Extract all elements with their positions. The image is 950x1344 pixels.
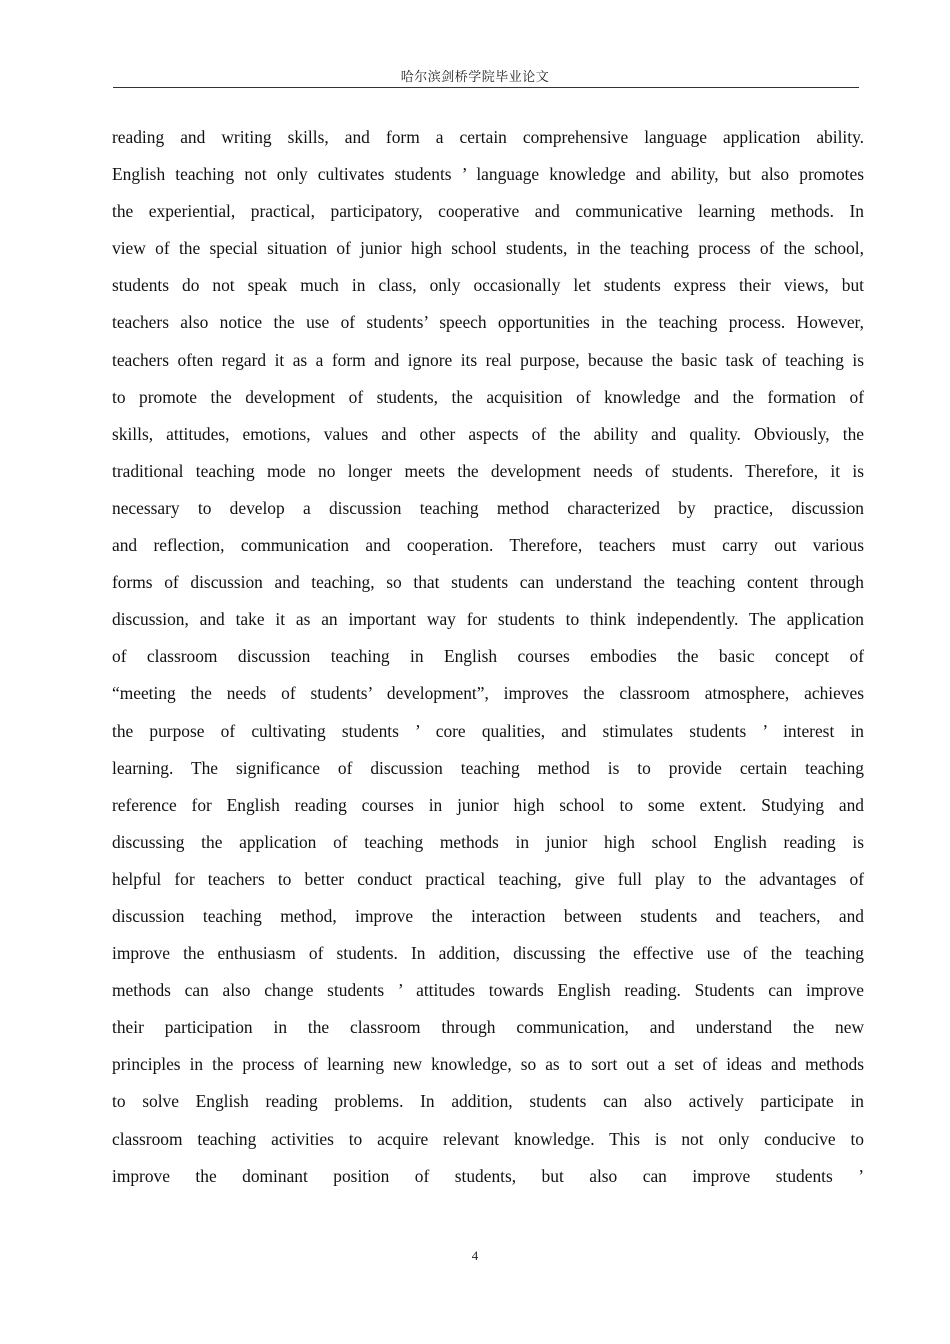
text-line: discussion, and take it as an important way for students to think independently. The application bbox=[112, 609, 864, 630]
text-line: the experiential, practical, participatory, cooperative and communicative learning methods. In bbox=[112, 201, 864, 222]
text-line: teachers often regard it as a form and ignore its real purpose, because the basic task of teaching is bbox=[112, 349, 864, 370]
text-line: the purpose of cultivating students ’ core qualities, and stimulates students ’ interest in bbox=[112, 720, 864, 741]
text-line: and reflection, communication and cooperation. Therefore, teachers must carry out various bbox=[112, 535, 864, 556]
text-line: methods can also change students ’ attitudes towards English reading. Students can improve bbox=[112, 980, 864, 1001]
text-line: reading and writing skills, and form a certain comprehensive language application ability. bbox=[112, 127, 864, 147]
text-line: helpful for teachers to better conduct practical teaching, give full play to the advantages of bbox=[112, 868, 864, 889]
text-line: forms of discussion and teaching, so that students can understand the teaching content through bbox=[112, 572, 864, 593]
page-header bbox=[0, 66, 950, 85]
text-line: improve the dominant position of students, but also can improve students ’ bbox=[112, 1165, 864, 1186]
text-line: teachers also notice the use of students’ speech opportunities in the teaching process. However, bbox=[112, 312, 864, 333]
text-line: discussion teaching method, improve the interaction between students and teachers, and bbox=[112, 905, 864, 926]
text-line: to promote the development of students, the acquisition of knowledge and the formation of bbox=[112, 386, 864, 407]
text-line: learning. The significance of discussion teaching method is to provide certain teaching bbox=[112, 757, 864, 778]
text-line: classroom teaching activities to acquire relevant knowledge. This is not only conducive to bbox=[112, 1128, 864, 1149]
text-line: traditional teaching mode no longer meets the development needs of students. Therefore, it is bbox=[112, 460, 864, 481]
text-line: skills, attitudes, emotions, values and other aspects of the ability and quality. Obviously, the bbox=[112, 423, 864, 444]
text-line: their participation in the classroom through communication, and understand the new bbox=[112, 1017, 864, 1038]
text-line: improve the enthusiasm of students. In addition, discussing the effective use of the teaching bbox=[112, 943, 864, 964]
text-line: reference for English reading courses in junior high school to some extent. Studying and bbox=[112, 794, 864, 815]
text-line: “meeting the needs of students’ development”, improves the classroom atmosphere, achieves bbox=[112, 683, 864, 704]
text-line: students do not speak much in class, only occasionally let students express their views, but bbox=[112, 275, 864, 296]
text-line: to solve English reading problems. In addition, students can also actively participate in bbox=[112, 1091, 864, 1112]
text-line: necessary to develop a discussion teaching method characterized by practice, discussion bbox=[112, 497, 864, 518]
text-line: view of the special situation of junior high school students, in the teaching process of the school, bbox=[112, 238, 864, 259]
text-line: of classroom discussion teaching in English courses embodies the basic concept of bbox=[112, 646, 864, 667]
page-number: 4 bbox=[471, 1248, 479, 1263]
header-title: 哈尔滨剑桥学院毕业论文 bbox=[400, 69, 550, 84]
text-line: discussing the application of teaching methods in junior high school English reading is bbox=[112, 831, 864, 852]
thesis-body-text bbox=[112, 122, 864, 1198]
text-line: English teaching not only cultivates students ’ language knowledge and ability, but also promotes bbox=[112, 164, 864, 185]
header-divider bbox=[113, 87, 859, 88]
text-line: principles in the process of learning new knowledge, so as to sort out a set of ideas and methods bbox=[112, 1054, 864, 1075]
